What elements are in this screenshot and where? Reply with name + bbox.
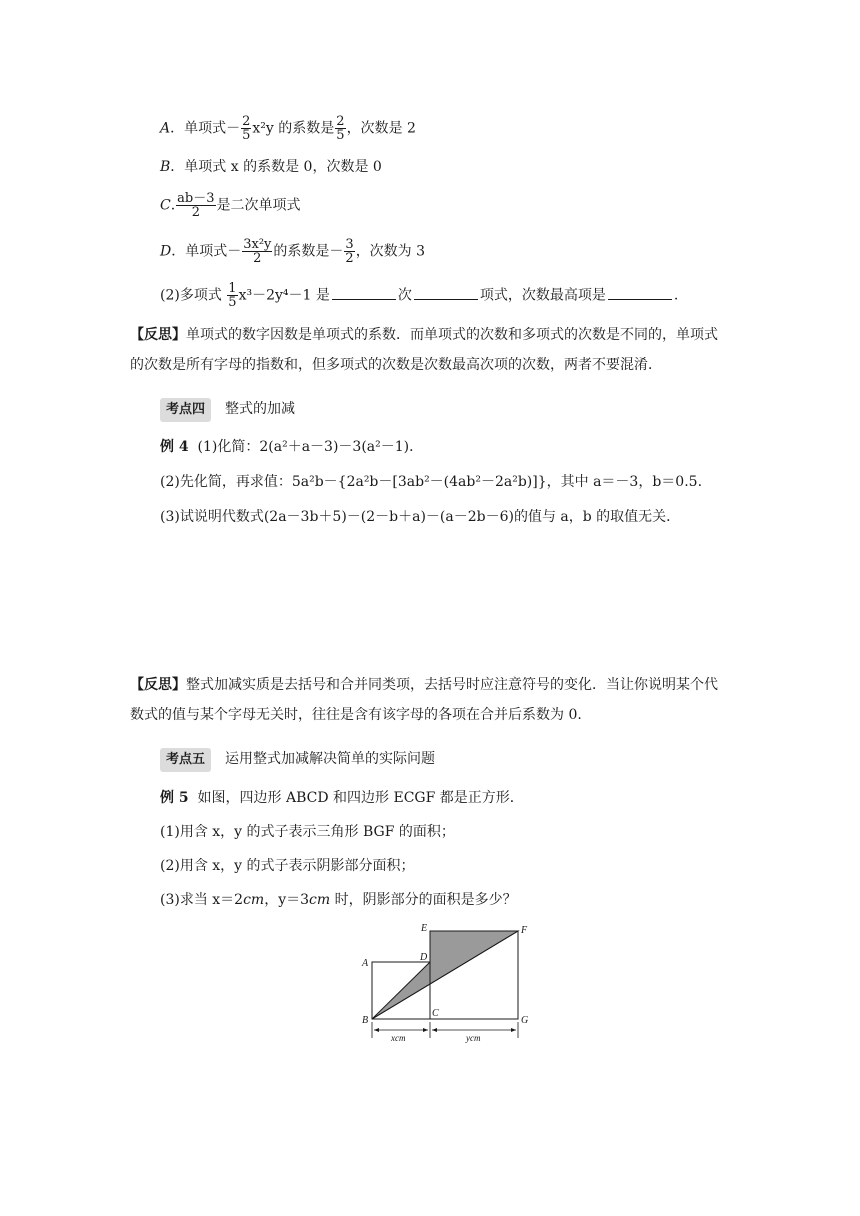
example-5-q1: (1)用含 x，y 的式子表示三角形 BGF 的面积； — [160, 824, 455, 840]
option-label: A — [160, 120, 171, 137]
label-xcm: xcm — [391, 1033, 406, 1043]
fraction: $\frac{ab-3}{2}$ — [177, 191, 215, 220]
label-b: B — [362, 1015, 369, 1026]
section-heading-4 — [160, 398, 295, 422]
fraction: $\frac{2}{5}$ — [336, 114, 345, 143]
label-e: E — [421, 923, 428, 934]
fraction: $\frac{2}{5}$ — [242, 114, 251, 143]
section-tag: 考点五 — [160, 748, 211, 772]
option-d: D．单项式－ $\frac{\text{3x²y}}{2}$ 的系数是－ $\frac{3}{2}$ ，次数为 3 — [160, 237, 426, 266]
question-2-polynomial: (2)多项式 $\frac{1}{5}$ x³－2y⁴－1 是 次 项式，次数最高项是 . — [160, 281, 679, 310]
fraction: $\frac{\text{3x²y}}{2}$ — [243, 237, 272, 266]
label-d: D — [420, 952, 428, 963]
square-figure — [355, 920, 540, 1045]
fraction: $\frac{3}{2}$ — [345, 237, 354, 266]
reflection-block: 【反思】整式加减实质是去括号和合并同类项，去括号时应注意符号的变化．当让你说明某个代数式的值与某个字母无关时，往往是含有该字母的各项在合并后系数为 0. — [130, 677, 718, 723]
label-c: C — [432, 1008, 439, 1019]
option-a: A．单项式－ $\frac{2}{5}$ x²y 的系数是 $\frac{2}{5}$ ，次数是 2 — [160, 114, 416, 143]
fraction: $\frac{1}{5}$ — [228, 281, 237, 310]
example-4-q1: 例 4 (1)化简：2(a²＋a－3)－3(a²－1)． — [160, 439, 424, 455]
label-a: A — [362, 958, 369, 969]
section-heading-5 — [160, 748, 435, 772]
section-tag: 考点四 — [160, 398, 211, 422]
answer-blank[interactable] — [332, 285, 396, 300]
example-5-q3: (3)求当 x＝2cm，y＝3cm 时，阴影部分的面积是多少？ — [160, 892, 517, 908]
answer-blank[interactable] — [608, 285, 672, 300]
label-g: G — [521, 1015, 529, 1026]
option-b: B．单项式 x 的系数是 0，次数是 0 — [160, 159, 382, 175]
section-title: 整式的加减 — [225, 401, 296, 417]
example-4-q2: (2)先化简，再求值：5a²b－{2a²b－[3ab²－(4ab²－2a²b)]}，其中 a＝－3，b＝0.5. — [160, 474, 703, 490]
label-ycm: ycm — [466, 1033, 481, 1043]
section-title: 运用整式加减解决简单的实际问题 — [225, 751, 436, 767]
answer-blank[interactable] — [414, 285, 478, 300]
example-5-q2: (2)用含 x，y 的式子表示阴影部分面积； — [160, 858, 415, 874]
reflection-block: 【反思】单项式的数字因数是单项式的系数．而单项式的次数和多项式的次数是不同的，单项式的次数是所有字母的指数和，但多项式的次数是次数最高次项的次数，两者不要混淆． — [130, 327, 718, 373]
example-5-intro: 例 5 如图，四边形 ABCD 和四边形 ECGF 都是正方形． — [160, 790, 524, 806]
example-4-q3: (3)试说明代数式(2a－3b＋5)－(2－b＋a)－(a－2b－6)的值与 a，b 的取值无关． — [160, 509, 681, 525]
option-c: C. $\frac{ab-3}{2}$ 是二次单项式 — [160, 191, 301, 220]
label-f: F — [521, 925, 528, 936]
